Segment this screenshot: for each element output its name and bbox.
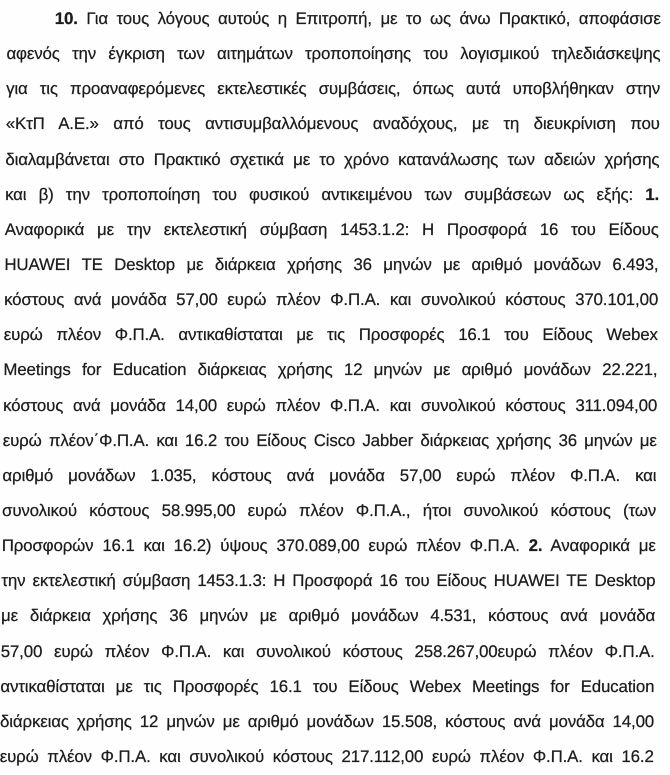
- text-segment: διάρκειας χρήσης 12 μηνών με αριθμό μονάδων 15.508, κόστους ανά μονάδα 14,00: [0, 711, 655, 731]
- text-line: [3, 423, 657, 458]
- bold-text-segment: 2.: [528, 536, 543, 556]
- text-segment: και β) την τροποποίηση του φυσικού αντικειμένου των συμβάσεων ως εξής:: [5, 184, 646, 204]
- text-segment: αριθμό μονάδων 1.035, κόστους ανά μονάδα 57,00 ευρώ πλέον Φ.Π.Α. και: [2, 465, 657, 485]
- text-line: [0, 739, 654, 774]
- text-line: [5, 212, 659, 247]
- text-line: [5, 142, 659, 177]
- text-segment: Προσφορών 16.1 και 16.2) ύψους 370.089,00 ευρώ πλέον Φ.Π.Α.: [1, 536, 529, 556]
- bold-text-segment: 10.: [54, 9, 78, 28]
- text-segment: Meetings for Education διάρκειας χρήσης 12 μηνών με αριθμό μονάδων 22.221,: [3, 360, 658, 380]
- text-line: [6, 106, 660, 141]
- text-segment: κόστους ανά μονάδα 14,00 ευρώ πλέον Φ.Π.Α. και συνολικού κόστους 311.094,00: [3, 395, 658, 415]
- text-segment: για τις προαναφερόμενες εκτελεστικές συμβάσεις, όπως αυτά υποβλήθηκαν στην: [6, 79, 661, 99]
- text-line: [1, 598, 655, 633]
- text-line: [6, 71, 660, 106]
- text-segment: αφενός την έγκριση των αιτημάτων τροποποίησης του λογισμικού τηλεδιάσκεψης: [6, 44, 661, 64]
- text-segment: με διάρκεια χρήσης 36 μηνών με αριθμό μονάδων 4.531, κόστους ανά μονάδα: [1, 606, 656, 626]
- text-line: [3, 352, 657, 387]
- text-segment: ευρώ πλέον΄Φ.Π.Α. και 16.2 του Είδους Cisco Jabber διάρκειας χρήσης 36 μηνών με: [2, 430, 657, 450]
- text-line: [2, 528, 656, 563]
- text-line: [1, 634, 655, 669]
- bold-text-segment: 1.: [645, 184, 660, 204]
- text-line: [5, 177, 659, 212]
- text-segment: συνολικού κόστους 58.995,00 ευρώ πλέον Φ.Π.Α., ήτοι συνολικού κόστους (των: [2, 500, 657, 520]
- text-line: [2, 493, 656, 528]
- text-line: [4, 317, 658, 352]
- text-segment: 57,00 ευρώ πλέον Φ.Π.Α. και συνολικού κόστους 258.267,00ευρώ πλέον Φ.Π.Α.: [0, 641, 655, 661]
- text-line: [3, 388, 657, 423]
- text-segment: ευρώ πλέον Φ.Π.Α. αντικαθίσταται με τις Προσφορές 16.1 του Είδους Webex: [3, 325, 658, 345]
- text-segment: την εκτελεστική σύμβαση 1453.1.3: Η Προσφορά 16 του Είδους HUAWEI TE Desktop: [1, 571, 656, 591]
- text-segment: αντικαθίσταται με τις Προσφορές 16.1 του Είδους Webex Meetings for Education: [0, 676, 655, 696]
- text-line: [0, 669, 654, 704]
- text-line: [4, 247, 658, 282]
- text-segment: Αναφορικά με την εκτελεστική σύμβαση 1453.1.2: Η Προσφορά 16 του Είδους: [4, 219, 659, 239]
- text-line: [1, 563, 655, 598]
- text-segment: κόστους ανά μονάδα 57,00 ευρώ πλέον Φ.Π.Α. και συνολικού κόστους 370.101,00: [4, 290, 659, 310]
- text-line: [4, 282, 658, 317]
- text-line: [6, 36, 660, 71]
- text-segment: «ΚτΠ Α.Ε.» από τους αντισυμβαλλόμενους αναδόχους, με τη διευκρίνιση που: [5, 114, 660, 134]
- text-segment: διαλαμβάνεται στο Πρακτικό σχετικά με το χρόνο κατανάλωσης των αδειών χρήσης: [5, 149, 660, 169]
- text-line: [7, 1, 661, 36]
- text-line: [2, 458, 656, 493]
- text-line: [0, 704, 654, 739]
- text-segment: HUAWEI TE Desktop με διάρκεια χρήσης 36 μηνών με αριθμό μονάδων 6.493,: [4, 254, 659, 274]
- text-segment: Για τους λόγους αυτούς η Επιτροπή, με το ως άνω Πρακτικό, αποφάσισε: [77, 9, 661, 28]
- text-segment: ευρώ πλέον Φ.Π.Α. και συνολικού κόστους 217.112,00 ευρώ πλέον Φ.Π.Α. και 16.2: [0, 746, 654, 766]
- text-segment: Αναφορικά με: [542, 536, 656, 556]
- document-text: [0, 1, 661, 774]
